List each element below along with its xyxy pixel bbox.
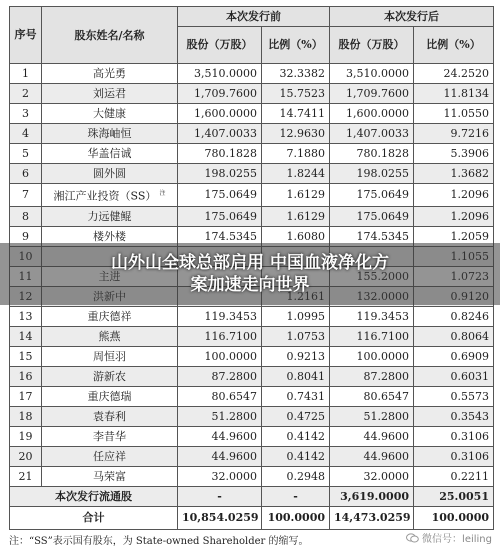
table-row [10, 206, 494, 226]
row-after-shares: 119.3453 [330, 306, 414, 326]
row-before-shares: 1,709.7600 [178, 84, 262, 104]
row-before-shares: 175.0649 [178, 206, 262, 226]
table-row [10, 346, 494, 366]
row-after-ratio: 0.3106 [414, 446, 494, 466]
row-before-shares: 87.2800 [178, 366, 262, 386]
table-row [10, 406, 494, 426]
row-before-shares: 174.5345 [178, 226, 262, 246]
row-name: 湘江产业投资（SS） $^注$ [42, 184, 178, 207]
row-name: 袁春利 [42, 406, 178, 426]
row-after-shares: 175.0649 [330, 184, 414, 207]
row-after-ratio: 0.6031 [414, 366, 494, 386]
row-seq: 16 [10, 366, 42, 386]
row-after-shares: 1,600.0000 [330, 104, 414, 124]
row-before-ratio: 1.6080 [262, 226, 330, 246]
header-after: 本次发行后 [330, 7, 494, 27]
row-seq: 21 [10, 466, 42, 486]
header-before-ratio: 比例（%） [262, 27, 330, 64]
watermark-text: 微信号：leiling [422, 534, 492, 545]
total-label: 合计 [10, 506, 178, 529]
row-after-ratio: 24.2520 [414, 64, 494, 84]
row-name: 马荣富 [42, 466, 178, 486]
row-before-ratio: 12.9630 [262, 124, 330, 144]
row-after-shares: 3,510.0000 [330, 64, 414, 84]
row-before-shares: 100.0000 [178, 346, 262, 366]
row-before-ratio: 0.9213 [262, 346, 330, 366]
row-after-shares: 44.9600 [330, 426, 414, 446]
row-seq: 7 [10, 184, 42, 207]
summary-after-ratio: 25.0051 [414, 486, 494, 506]
row-before-ratio: 0.7431 [262, 386, 330, 406]
row-before-ratio: 0.4142 [262, 426, 330, 446]
header-after-ratio: 比例（%） [414, 27, 494, 64]
row-seq: 3 [10, 104, 42, 124]
news-headline-banner[interactable] [0, 243, 500, 305]
footnote-marker: 注 [159, 190, 166, 197]
table-note: 注：“SS”表示国有股东，为 State-owned Shareholder 的缩写。 [9, 535, 309, 547]
row-before-ratio: 32.3382 [262, 64, 330, 84]
table-row [10, 466, 494, 486]
table-row [10, 446, 494, 466]
row-seq: 9 [10, 226, 42, 246]
table-row [10, 124, 494, 144]
row-after-ratio: 5.3906 [414, 144, 494, 164]
row-after-shares: 44.9600 [330, 446, 414, 466]
summary-before-ratio: - [262, 486, 330, 506]
table-row [10, 184, 494, 207]
row-after-ratio: 9.7216 [414, 124, 494, 144]
summary-row [10, 486, 494, 506]
row-after-ratio: 1.3682 [414, 164, 494, 184]
row-after-shares: 198.0255 [330, 164, 414, 184]
row-after-shares: 80.6547 [330, 386, 414, 406]
row-after-ratio: 1.2059 [414, 226, 494, 246]
row-after-shares: 174.5345 [330, 226, 414, 246]
total-before-shares: 10,854.0259 [178, 506, 262, 529]
row-before-shares: 80.6547 [178, 386, 262, 406]
row-name: 华盖信诚 [42, 144, 178, 164]
row-name: 任应祥 [42, 446, 178, 466]
row-name: 楼外楼 [42, 226, 178, 246]
row-before-shares: 51.2800 [178, 406, 262, 426]
row-name: 珠海岫恒 [42, 124, 178, 144]
row-after-ratio: 0.3106 [414, 426, 494, 446]
row-after-ratio: 0.3543 [414, 406, 494, 426]
row-seq: 4 [10, 124, 42, 144]
row-seq: 17 [10, 386, 42, 406]
table-row [10, 104, 494, 124]
row-name: 熊燕 [42, 326, 178, 346]
row-seq: 14 [10, 326, 42, 346]
row-before-ratio: 7.1880 [262, 144, 330, 164]
row-before-ratio: 14.7411 [262, 104, 330, 124]
row-after-shares: 1,709.7600 [330, 84, 414, 104]
total-row [10, 506, 494, 529]
row-before-shares: 32.0000 [178, 466, 262, 486]
row-after-shares: 1,407.0033 [330, 124, 414, 144]
table-row [10, 84, 494, 104]
summary-label: 本次发行流通股 [10, 486, 178, 506]
row-name: 重庆德祥 [42, 306, 178, 326]
wechat-icon [406, 533, 419, 543]
row-name: 力远健鲲 [42, 206, 178, 226]
header-before-shares: 股份（万股） [178, 27, 262, 64]
row-seq: 15 [10, 346, 42, 366]
row-after-ratio: 1.2096 [414, 184, 494, 207]
row-before-ratio: 1.6129 [262, 206, 330, 226]
header-seq: 序号 [10, 7, 42, 64]
row-before-shares: 1,407.0033 [178, 124, 262, 144]
row-before-shares: 780.1828 [178, 144, 262, 164]
row-seq: 2 [10, 84, 42, 104]
row-after-shares: 51.2800 [330, 406, 414, 426]
row-after-ratio: 1.2096 [414, 206, 494, 226]
row-name: 大健康 [42, 104, 178, 124]
row-after-shares: 87.2800 [330, 366, 414, 386]
header-after-shares: 股份（万股） [330, 27, 414, 64]
table-row [10, 386, 494, 406]
row-seq: 6 [10, 164, 42, 184]
row-after-ratio: 0.2211 [414, 466, 494, 486]
watermark [406, 530, 492, 545]
row-before-shares: 44.9600 [178, 446, 262, 466]
table-row [10, 306, 494, 326]
row-name: 游新农 [42, 366, 178, 386]
row-seq: 5 [10, 144, 42, 164]
row-after-ratio: 0.5573 [414, 386, 494, 406]
row-seq: 1 [10, 64, 42, 84]
row-before-ratio: 0.4725 [262, 406, 330, 426]
row-name: 圆外圆 [42, 164, 178, 184]
row-after-shares: 116.7100 [330, 326, 414, 346]
row-name: 刘运君 [42, 84, 178, 104]
table-row [10, 366, 494, 386]
summary-after-shares: 3,619.0000 [330, 486, 414, 506]
row-before-shares: 3,510.0000 [178, 64, 262, 84]
row-before-shares: 119.3453 [178, 306, 262, 326]
row-before-ratio: 1.0753 [262, 326, 330, 346]
row-name: 李昔华 [42, 426, 178, 446]
header-before: 本次发行前 [178, 7, 330, 27]
row-before-shares: 175.0649 [178, 184, 262, 207]
row-after-shares: 32.0000 [330, 466, 414, 486]
row-before-ratio: 0.2948 [262, 466, 330, 486]
row-before-ratio: 0.8041 [262, 366, 330, 386]
row-name: 重庆德瑞 [42, 386, 178, 406]
row-before-shares: 116.7100 [178, 326, 262, 346]
row-before-shares: 198.0255 [178, 164, 262, 184]
row-after-shares: 175.0649 [330, 206, 414, 226]
row-after-shares: 780.1828 [330, 144, 414, 164]
row-before-ratio: 1.8244 [262, 164, 330, 184]
row-name: 高光勇 [42, 64, 178, 84]
row-after-ratio: 0.8064 [414, 326, 494, 346]
summary-before-shares: - [178, 486, 262, 506]
total-after-ratio: 100.0000 [414, 506, 494, 529]
row-seq: 8 [10, 206, 42, 226]
row-seq: 18 [10, 406, 42, 426]
row-before-ratio: 1.0995 [262, 306, 330, 326]
row-before-ratio: 0.4142 [262, 446, 330, 466]
row-before-shares: 44.9600 [178, 426, 262, 446]
total-after-shares: 14,473.0259 [330, 506, 414, 529]
row-before-shares: 1,600.0000 [178, 104, 262, 124]
headline-line-1: 山外山全球总部启用 中国血液净化方 [111, 253, 389, 273]
row-name: 周恒羽 [42, 346, 178, 366]
row-before-ratio: 1.6129 [262, 184, 330, 207]
table-row [10, 426, 494, 446]
row-seq: 13 [10, 306, 42, 326]
row-after-ratio: 0.6909 [414, 346, 494, 366]
table-row [10, 164, 494, 184]
table-row [10, 326, 494, 346]
row-before-ratio: 15.7523 [262, 84, 330, 104]
header-name: 股东姓名/名称 [42, 7, 178, 64]
row-after-ratio: 11.8134 [414, 84, 494, 104]
row-after-shares: 100.0000 [330, 346, 414, 366]
table-row [10, 64, 494, 84]
row-seq: 20 [10, 446, 42, 466]
total-before-ratio: 100.0000 [262, 506, 330, 529]
row-seq: 19 [10, 426, 42, 446]
row-after-ratio: 11.0550 [414, 104, 494, 124]
row-after-ratio: 0.8246 [414, 306, 494, 326]
table-row [10, 144, 494, 164]
headline-line-2: 案加速走向世界 [190, 275, 310, 295]
